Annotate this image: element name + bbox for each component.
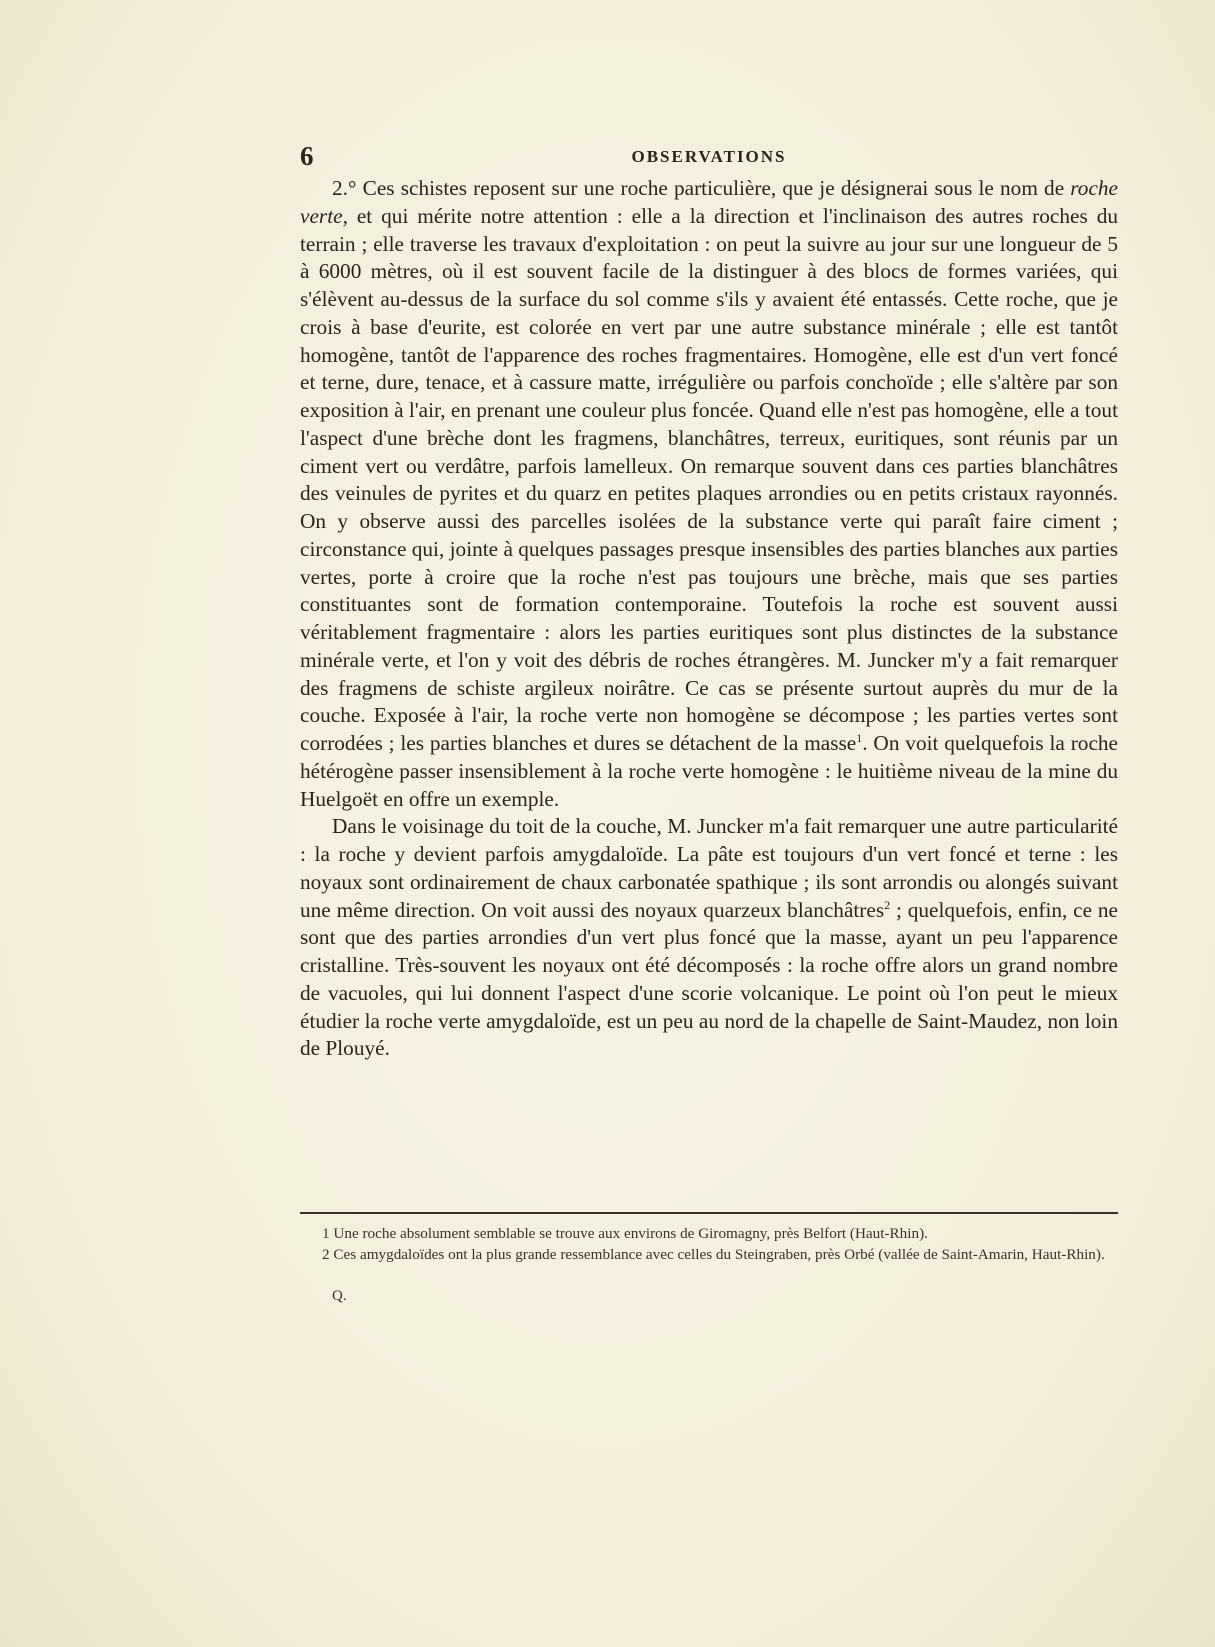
footnote-text: Une roche absolument semblable se trouve aux environs de Giromagny, près Belfort (Haut-Rhin). (329, 1225, 928, 1242)
running-head: OBSERVATIONS (631, 147, 787, 166)
italic-term: roche verte (300, 176, 1118, 228)
paragraph-1-text-c: . On voit quelquefois la roche hétérogène passer insensiblement à la roche verte homogène : le huitième niveau de la mine du Huelgoët en offre un exemple. (300, 731, 1118, 811)
paragraph-1-text-a: Ces schistes reposent sur une roche particulière, que je désignerai sous le nom de (356, 176, 1071, 200)
footnote-ref-2: 2 (884, 897, 891, 912)
paragraph-1 (300, 175, 1118, 813)
footnote-marker: 2 (322, 1245, 330, 1263)
paragraph-2 (300, 813, 1118, 1063)
paragraph-2-text-b: ; quelquefois, enfin, ce ne sont que des parties arrondies d'un vert plus foncé que la masse, ayant un peu l'apparence cristalline. Très-souvent les noyaux ont été décomposés : la roche offre alors un grand nombre de vacuoles, qui lui donnent l'aspect d'une scorie volcanique. Le point où l'on peut le mieux étudier la roche verte amygdaloïde, est un peu au nord de la chapelle de Saint-Maudez, non loin de Plouyé. (300, 897, 1119, 1061)
paragraph-2-text-a: Dans le voisinage du toit de la couche, M. Juncker m'a fait remarquer une autre particularité : la roche y devient parfois amygdaloïde. La pâte est toujours d'un vert foncé et terne : les noyaux sont ordinairement de chaux carbonatée spathique ; ils sont arrondis ou alongés suivant une même direction. On voit aussi des noyaux quarzeux blanchâtres (300, 814, 1118, 922)
page-header (300, 138, 1118, 174)
footnote-divider (300, 1212, 1118, 1214)
body-text (300, 175, 1118, 1063)
footnote-ref-1: 1 (856, 730, 863, 745)
page-number: 6 (300, 141, 314, 171)
footnotes (300, 1224, 1118, 1265)
footnote-1 (300, 1224, 1118, 1245)
signature-mark: Q. (332, 1288, 347, 1304)
paragraph-1-text-b: , et qui mérite notre attention : elle a la direction et l'inclinaison des autres roches du terrain ; elle traverse les travaux d'exploitation : on peut la suivre au jour sur une longueur de 5 à 6000 mètres, où il est souvent facile de la distinguer à des blocs de formes variées, qui s'élèvent au-dessus de la surface du sol comme s'ils y avaient été entassés. Cette roche, que je crois à base d'eurite, est colorée en vert par une autre substance minérale ; elle est tantôt homogène, tantôt de l'apparence des roches fragmentaires. Homogène, elle est d'un vert foncé et terne, dure, tenace, et à cassure matte, irrégulière ou parfois conchoïde ; elle s'altère par son exposition à l'air, en prenant une couleur plus foncée. Quand elle n'est pas homogène, elle a tout l'aspect d'une brèche dont les fragmens, blanchâtres, terreux, euritiques, sont réunis par un ciment vert ou verdâtre, parfois lamelleux. On remarque souvent dans ces parties blanchâtres des veinules de pyrites et du quarz en petites plaques arrondies ou en petits cristaux rayonnés. On y observe aussi des parcelles isolées de la substance verte qui paraît faire ciment ; circonstance qui, jointe à quelques passages presque insensibles des parties blanches aux parties vertes, porte à croire que la roche n'est pas toujours une brèche, mais que ses parties constituantes sont de formation contemporaine. Toutefois la roche est souvent aussi véritablement fragmentaire : alors les parties euritiques sont plus distinctes de la substance minérale verte, et l'on y voit des débris de roches étrangères. M. Juncker m'y a fait remarquer des fragmens de schiste argileux noirâtre. Ce cas se présente surtout auprès du mur de la couche. Exposée à l'air, la roche verte non homogène se décompose ; les parties vertes sont corrodées ; les parties blanches et dures se détachent de la masse (300, 203, 1118, 755)
footnote-marker: 1 (322, 1225, 330, 1242)
footnote-2 (300, 1245, 1118, 1266)
footnote-text: Ces amygdaloïdes ont la plus grande ressemblance avec celles du Steingraben, près Orbé (vallée de Saint-Amarin, Haut-Rhin). (329, 1245, 1105, 1263)
section-marker: 2.° (332, 176, 357, 200)
